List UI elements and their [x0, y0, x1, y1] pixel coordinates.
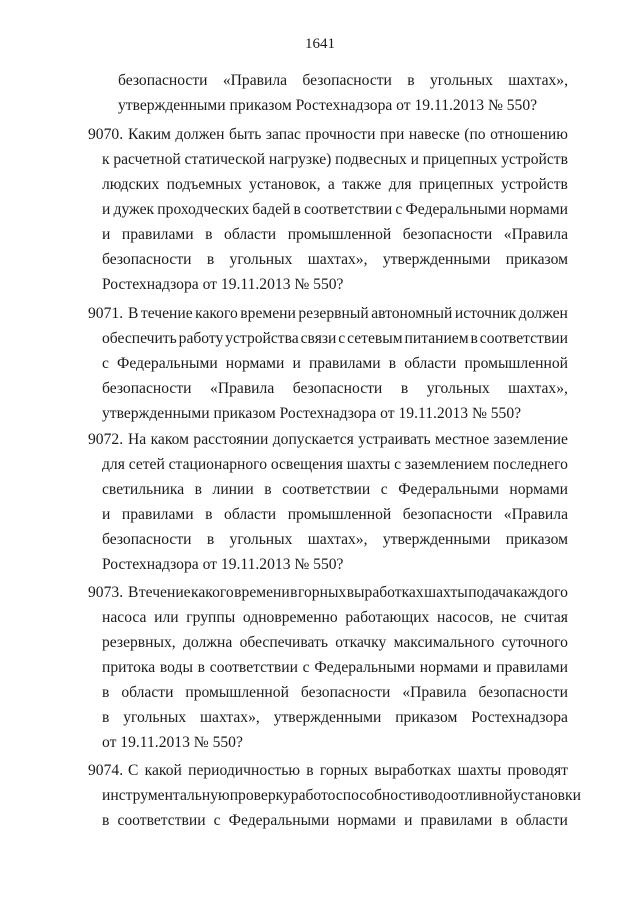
word: в — [407, 72, 415, 89]
word: в — [290, 584, 298, 601]
word: с — [213, 812, 221, 830]
word: должен — [175, 126, 225, 143]
word: устройств — [501, 151, 568, 169]
text-line — [102, 330, 568, 348]
word: области — [224, 226, 277, 244]
word: проходческих — [157, 201, 250, 219]
word: периодичностью — [188, 762, 300, 779]
word: (по — [464, 126, 486, 143]
word: промышленной — [287, 506, 392, 524]
word: заземление — [493, 431, 568, 448]
word: каком — [150, 431, 190, 448]
word: в — [197, 659, 206, 677]
word: горных — [319, 762, 369, 779]
word: устройств — [501, 176, 568, 194]
word: не — [501, 609, 517, 627]
word: угольных — [229, 251, 293, 269]
word: и — [102, 201, 111, 219]
text-line — [128, 126, 568, 144]
word: Ростехнадзора от 19.11.2013 № 550? — [102, 556, 344, 574]
word: источник — [454, 305, 517, 322]
word: в — [293, 201, 301, 219]
word: работающих — [345, 609, 430, 627]
word: правилами — [420, 812, 493, 830]
text-line — [102, 380, 568, 398]
word: в — [470, 330, 478, 348]
word: в — [102, 812, 110, 830]
word: правилами — [121, 506, 194, 524]
word: установки — [512, 787, 581, 805]
word: безопасности — [102, 531, 192, 549]
word: течение — [138, 584, 191, 601]
word: безопасности — [102, 251, 192, 269]
word: промышленной — [464, 355, 568, 373]
word: нагрузке) — [268, 151, 332, 169]
text-line — [102, 151, 568, 169]
word: инструментальную — [102, 787, 230, 805]
word: Федеральными — [117, 355, 218, 373]
word: в — [205, 226, 213, 244]
word: проводят — [507, 762, 568, 779]
word: угольных — [426, 380, 490, 398]
word: расстоянии — [193, 431, 269, 448]
word: с — [380, 481, 388, 499]
word: соответствии — [304, 201, 393, 219]
word: «Правила — [503, 226, 568, 244]
word: подъемных — [166, 176, 242, 194]
word: работу — [178, 330, 224, 348]
word: какого — [191, 584, 234, 601]
word: каждого — [513, 584, 568, 601]
text-line — [128, 584, 568, 602]
word: «Правила — [402, 684, 467, 702]
word: безопасности — [292, 380, 383, 398]
word: от 19.11.2013 № 550? — [102, 734, 243, 752]
question-number: 9072. — [88, 431, 124, 448]
word: с — [102, 355, 109, 373]
word: проверку — [229, 787, 291, 805]
word: освещения — [270, 456, 343, 474]
word: утвержденными — [382, 531, 491, 549]
word: Ростехнадзора от 19.11.2013 № 550? — [102, 276, 344, 294]
word: области — [224, 506, 277, 524]
word: насоса — [102, 609, 147, 627]
word: с — [338, 330, 346, 348]
word: утвержденными приказом Ростехнадзора от 19.11.2013 № 550? — [118, 97, 538, 115]
question-number: 9073. — [88, 584, 124, 601]
text-line — [128, 431, 568, 449]
word: группы — [186, 609, 236, 627]
text-line — [102, 531, 568, 549]
word: какой — [144, 762, 182, 779]
text-line — [102, 556, 568, 574]
word: резервный — [298, 305, 369, 322]
word: при — [379, 126, 405, 143]
text-line — [102, 734, 568, 752]
word: приказом — [505, 531, 568, 549]
word: Федеральными — [314, 659, 416, 677]
word: прицепных — [419, 176, 494, 194]
word: угольных — [429, 72, 493, 89]
word: максимального — [393, 634, 495, 652]
word: считая — [524, 609, 568, 627]
word: статической — [184, 151, 266, 169]
word: шахты — [346, 456, 391, 474]
word: выработках — [346, 584, 424, 601]
text-line — [128, 305, 568, 323]
word: шахты — [424, 584, 468, 601]
word: соответствии — [282, 481, 371, 499]
word: в — [306, 762, 314, 779]
word: области — [121, 684, 174, 702]
word: и — [483, 659, 492, 677]
word: подача — [468, 584, 513, 601]
word: в — [206, 251, 215, 269]
text-line — [118, 72, 568, 90]
word: правилами — [121, 226, 194, 244]
word: безопасности — [102, 380, 192, 398]
word: установок, — [249, 176, 321, 194]
word: какого — [195, 305, 238, 322]
word: должна — [182, 634, 233, 652]
word: с — [394, 456, 402, 474]
word: сетевым — [347, 330, 403, 348]
word: шахты — [457, 762, 502, 779]
word: откачку — [335, 634, 387, 652]
word: времени — [234, 584, 290, 601]
word: и — [102, 506, 111, 524]
word: Каким — [128, 126, 171, 143]
word: также — [342, 176, 382, 194]
word: нормами — [225, 355, 285, 373]
question-number: 9074. — [88, 762, 124, 779]
word: Федеральными — [228, 812, 330, 830]
word: к — [102, 151, 110, 169]
text-line — [102, 355, 568, 373]
text-line — [102, 201, 568, 219]
word: а — [327, 176, 335, 194]
word: обеспечить — [102, 330, 177, 348]
word: сетей — [128, 456, 165, 474]
word: дужек — [113, 201, 155, 219]
word: питанием — [404, 330, 469, 348]
word: допускается — [272, 431, 354, 448]
word: притока — [102, 659, 156, 677]
text-line — [102, 405, 568, 423]
question-number: 9070. — [88, 126, 124, 143]
word: утвержденными — [273, 709, 382, 727]
word: нормами — [509, 481, 568, 499]
text-line — [102, 251, 568, 269]
word: соответствии — [117, 812, 206, 830]
word: шахтах», — [508, 72, 568, 89]
word: и — [102, 226, 111, 244]
word: обеспечивать — [239, 634, 328, 652]
word: утвержденными приказом Ростехнадзора от 19.11.2013 № 550? — [102, 405, 522, 423]
word: в — [102, 709, 110, 727]
word: автономный — [371, 305, 453, 322]
word: течение — [140, 305, 193, 322]
word: последнего — [492, 456, 568, 474]
word: подвесных — [335, 151, 407, 169]
text-line — [102, 506, 568, 524]
text-line — [118, 97, 568, 115]
word: линии — [212, 481, 254, 499]
word: соответствии — [209, 659, 298, 677]
word: и — [410, 151, 419, 169]
word: нормами — [419, 659, 479, 677]
word: стационарного — [168, 456, 267, 474]
text-line — [102, 609, 568, 627]
word: приказом — [395, 709, 458, 727]
word: отношению — [490, 126, 568, 143]
question-number: 9071. — [88, 305, 124, 322]
word: Федеральными — [405, 201, 507, 219]
word: навеске — [408, 126, 460, 143]
text-line — [102, 812, 568, 830]
word: с — [395, 201, 403, 219]
word: устраивать — [358, 431, 431, 448]
text-line — [102, 226, 568, 244]
text-line — [102, 684, 568, 702]
word: запас — [265, 126, 301, 143]
word: нормами — [509, 201, 568, 219]
word: в — [264, 481, 272, 499]
word: воды — [159, 659, 193, 677]
word: прочности — [305, 126, 376, 143]
word: промышленной — [287, 226, 392, 244]
page-number: 1641 — [305, 36, 335, 52]
word: бадей — [252, 201, 291, 219]
text-line — [102, 276, 568, 294]
word: шахтах», — [200, 709, 260, 727]
word: в — [400, 380, 409, 398]
word: правилами — [308, 355, 381, 373]
word: В — [128, 305, 139, 322]
word: времени — [240, 305, 296, 322]
word: горных — [298, 584, 347, 601]
word: в — [500, 812, 508, 830]
word: работоспособности — [290, 787, 421, 805]
word: для — [388, 176, 412, 194]
word: шахтах», — [508, 380, 568, 398]
word: в — [206, 531, 215, 549]
word: На — [128, 431, 147, 448]
word: в — [388, 355, 397, 373]
word: угольных — [229, 531, 293, 549]
word: Ростехнадзора — [471, 709, 568, 727]
word: быть — [229, 126, 262, 143]
word: в — [194, 481, 203, 499]
word: безопасности — [300, 684, 391, 702]
word: связи — [300, 330, 337, 348]
word: заземлением — [404, 456, 490, 474]
word: области — [515, 812, 568, 830]
word: с — [302, 659, 310, 677]
text-line — [102, 709, 568, 727]
word: резервных, — [102, 634, 176, 652]
word: прицепных — [422, 151, 498, 169]
word: выработках — [374, 762, 452, 779]
word: области — [404, 355, 457, 373]
word: промышленной — [185, 684, 289, 702]
word: приказом — [505, 251, 568, 269]
word: расчетной — [113, 151, 181, 169]
word: «Правила — [503, 506, 568, 524]
word: угольных — [123, 709, 187, 727]
word: утвержденными — [382, 251, 491, 269]
word: и — [292, 355, 301, 373]
word: шахтах», — [307, 531, 368, 549]
word: светильника — [102, 481, 185, 499]
word: одновременно — [242, 609, 338, 627]
text-line — [102, 456, 568, 474]
word: В — [128, 584, 139, 601]
word: Федеральными — [398, 481, 499, 499]
word: суточного — [501, 634, 568, 652]
word: в — [205, 506, 213, 524]
text-line — [102, 787, 581, 805]
word: водоотливной — [420, 787, 513, 805]
word: в — [102, 684, 110, 702]
word: насосов, — [437, 609, 494, 627]
word: нормами — [337, 812, 397, 830]
word: правилами — [496, 659, 568, 677]
word: безопасности — [118, 72, 208, 89]
text-line — [102, 659, 568, 677]
text-line — [102, 481, 568, 499]
word: или — [154, 609, 179, 627]
word: «Правила — [222, 72, 288, 89]
word: устройства — [225, 330, 299, 348]
text-line — [102, 176, 568, 194]
word: и — [404, 812, 413, 830]
text-line — [102, 634, 568, 652]
word: «Правила — [210, 380, 275, 398]
word: соответствии — [479, 330, 568, 348]
word: шахтах», — [307, 251, 368, 269]
word: безопасности — [302, 72, 392, 89]
word: безопасности — [478, 684, 568, 702]
word: безопасности — [402, 226, 493, 244]
word: для — [102, 456, 125, 474]
word: должен — [518, 305, 568, 322]
text-line — [128, 762, 568, 780]
word: людских — [102, 176, 160, 194]
word: С — [128, 762, 139, 779]
word: безопасности — [402, 506, 493, 524]
word: местное — [435, 431, 490, 448]
